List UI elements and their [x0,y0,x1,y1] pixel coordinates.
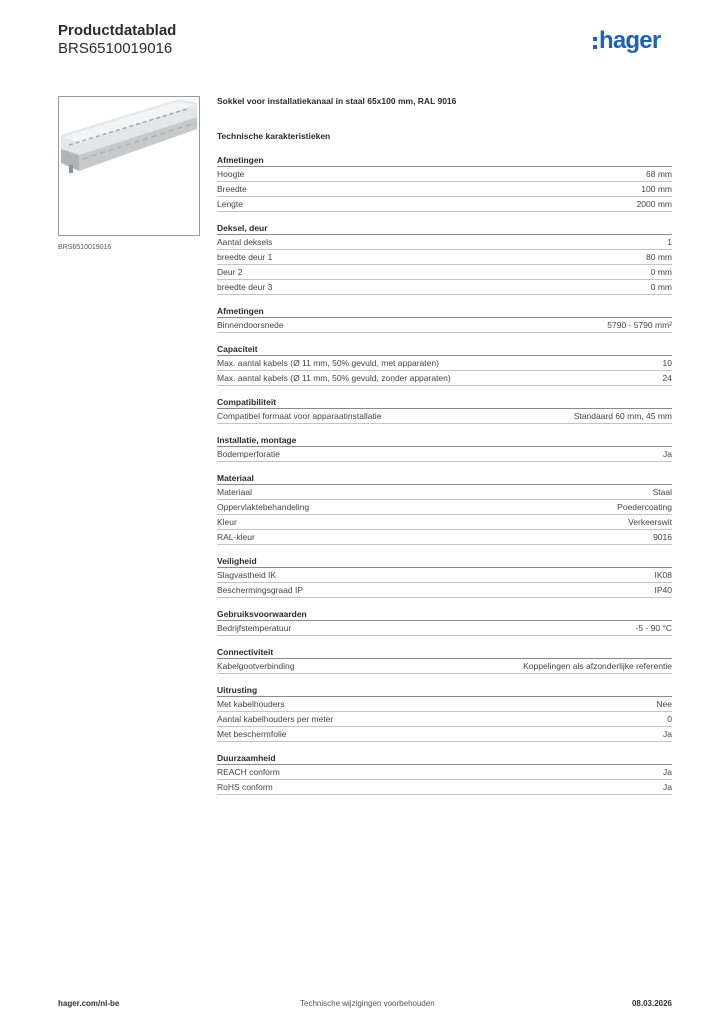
spec-sections [217,154,672,795]
product-description: Sokkel voor installatiekanaal in staal 65x100 mm, RAL 9016 [217,96,457,106]
footer-date: 08.03.2026 [631,999,672,1008]
spec-row [217,727,672,742]
spec-label: Materiaal [217,487,252,497]
hager-logo [593,26,660,56]
steel-cable-duct-base-image [58,96,200,236]
spec-section [217,684,672,742]
spec-content [217,95,672,805]
spec-row [217,197,672,212]
spec-value: IP40 [654,585,672,595]
spec-value: Verkeerswit [628,517,672,527]
spec-label: Compatibel formaat voor apparaatinstallatie [217,411,382,421]
spec-label: Oppervlaktebehandeling [217,502,310,512]
spec-row [217,318,672,333]
spec-row [217,697,672,712]
spec-value: IK08 [654,570,672,580]
spec-row [217,485,672,500]
section-title: Capaciteit [217,343,672,356]
spec-value: Ja [663,782,672,792]
spec-section [217,305,672,333]
spec-section [217,343,672,386]
spec-value: Standaard 60 mm, 45 mm [573,411,672,421]
spec-label: Met kabelhouders [217,699,285,709]
spec-label: Binnendoorsnede [217,320,284,330]
spec-row [217,280,672,295]
spec-value: 68 mm [646,169,672,179]
spec-value: Ja [663,729,672,739]
section-title: Veiligheid [217,555,672,568]
spec-row [217,500,672,515]
spec-row [217,530,672,545]
spec-section [217,472,672,545]
spec-row [217,167,672,182]
article-number: BRS6510019016 [58,40,173,57]
spec-value: 10 [662,358,672,368]
spec-label: Slagvastheid IK [217,570,277,580]
footer-note: Technische wijzigingen voorbehouden [300,999,435,1008]
image-caption: BRS6510019016 [58,244,112,251]
spec-label: Bodemperforatie [217,449,280,459]
spec-label: breedte deur 1 [217,252,273,262]
spec-row [217,235,672,250]
spec-row [217,515,672,530]
spec-value: -5 - 90 °C [635,623,672,633]
spec-value: Koppelingen als afzonderlijke referentie [523,661,672,671]
spec-value: 80 mm [646,252,672,262]
spec-row [217,583,672,598]
section-title: Gebruiksvoorwaarden [217,608,672,621]
section-title: Duurzaamheid [217,752,672,765]
section-title: Connectiviteit [217,646,672,659]
spec-value: 0 mm [650,267,672,277]
section-title: Installatie, montage [217,434,672,447]
spec-section [217,752,672,795]
spec-label: Hoogte [217,169,245,179]
footer-website[interactable]: hager.com/nl-be [58,999,120,1008]
spec-row [217,712,672,727]
spec-label: Max. aantal kabels (Ø 11 mm, 50% gevuld, zonder apparaten) [217,373,451,383]
spec-row [217,765,672,780]
spec-row [217,371,672,386]
spec-row [217,182,672,197]
spec-value: 2000 mm [636,199,672,209]
spec-label: Deur 2 [217,267,243,277]
spec-row [217,659,672,674]
spec-row [217,621,672,636]
spec-row [217,568,672,583]
spec-label: Max. aantal kabels (Ø 11 mm, 50% gevuld, met apparaten) [217,358,439,368]
spec-value: 24 [662,373,672,383]
spec-label: Breedte [217,184,247,194]
spec-label: Beschermingsgraad IP [217,585,303,595]
spec-value: Ja [663,449,672,459]
section-title: Uitrusting [217,684,672,697]
spec-section [217,222,672,295]
logo-text: hager [599,27,661,54]
tech-heading: Technische karakteristieken [217,131,331,141]
section-title: Afmetingen [217,154,672,167]
spec-label: Bedrijfstemperatuur [217,623,292,633]
spec-value: 5790 - 5790 mm² [607,320,672,330]
page-title: Productdatablad [58,22,177,39]
logo-dots-icon [593,37,597,49]
section-title: Afmetingen [217,305,672,318]
spec-row [217,265,672,280]
spec-section [217,608,672,636]
spec-section [217,154,672,212]
spec-section [217,396,672,424]
spec-section [217,434,672,462]
spec-section [217,646,672,674]
product-photo [59,97,199,235]
spec-row [217,356,672,371]
spec-label: RAL-kleur [217,532,255,542]
spec-value: 100 mm [641,184,672,194]
spec-label: Met beschermfolie [217,729,287,739]
section-title: Materiaal [217,472,672,485]
spec-value: 9016 [653,532,672,542]
spec-row [217,250,672,265]
spec-section [217,555,672,598]
spec-label: Lengte [217,199,243,209]
spec-value: 0 mm [650,282,672,292]
spec-row [217,780,672,795]
spec-value: 1 [667,237,672,247]
spec-label: breedte deur 3 [217,282,273,292]
spec-row [217,409,672,424]
spec-label: Kabelgootverbinding [217,661,295,671]
spec-value: Poedercoating [617,502,672,512]
spec-value: Ja [663,767,672,777]
spec-label: Kleur [217,517,237,527]
spec-label: Aantal kabelhouders per meter [217,714,334,724]
spec-row [217,447,672,462]
section-title: Compatibiliteit [217,396,672,409]
spec-value: Staal [652,487,672,497]
spec-value: 0 [667,714,672,724]
section-title: Deksel, deur [217,222,672,235]
spec-label: Aantal deksels [217,237,273,247]
spec-label: RoHS conform [217,782,273,792]
spec-value: Nee [656,699,672,709]
spec-label: REACH conform [217,767,280,777]
